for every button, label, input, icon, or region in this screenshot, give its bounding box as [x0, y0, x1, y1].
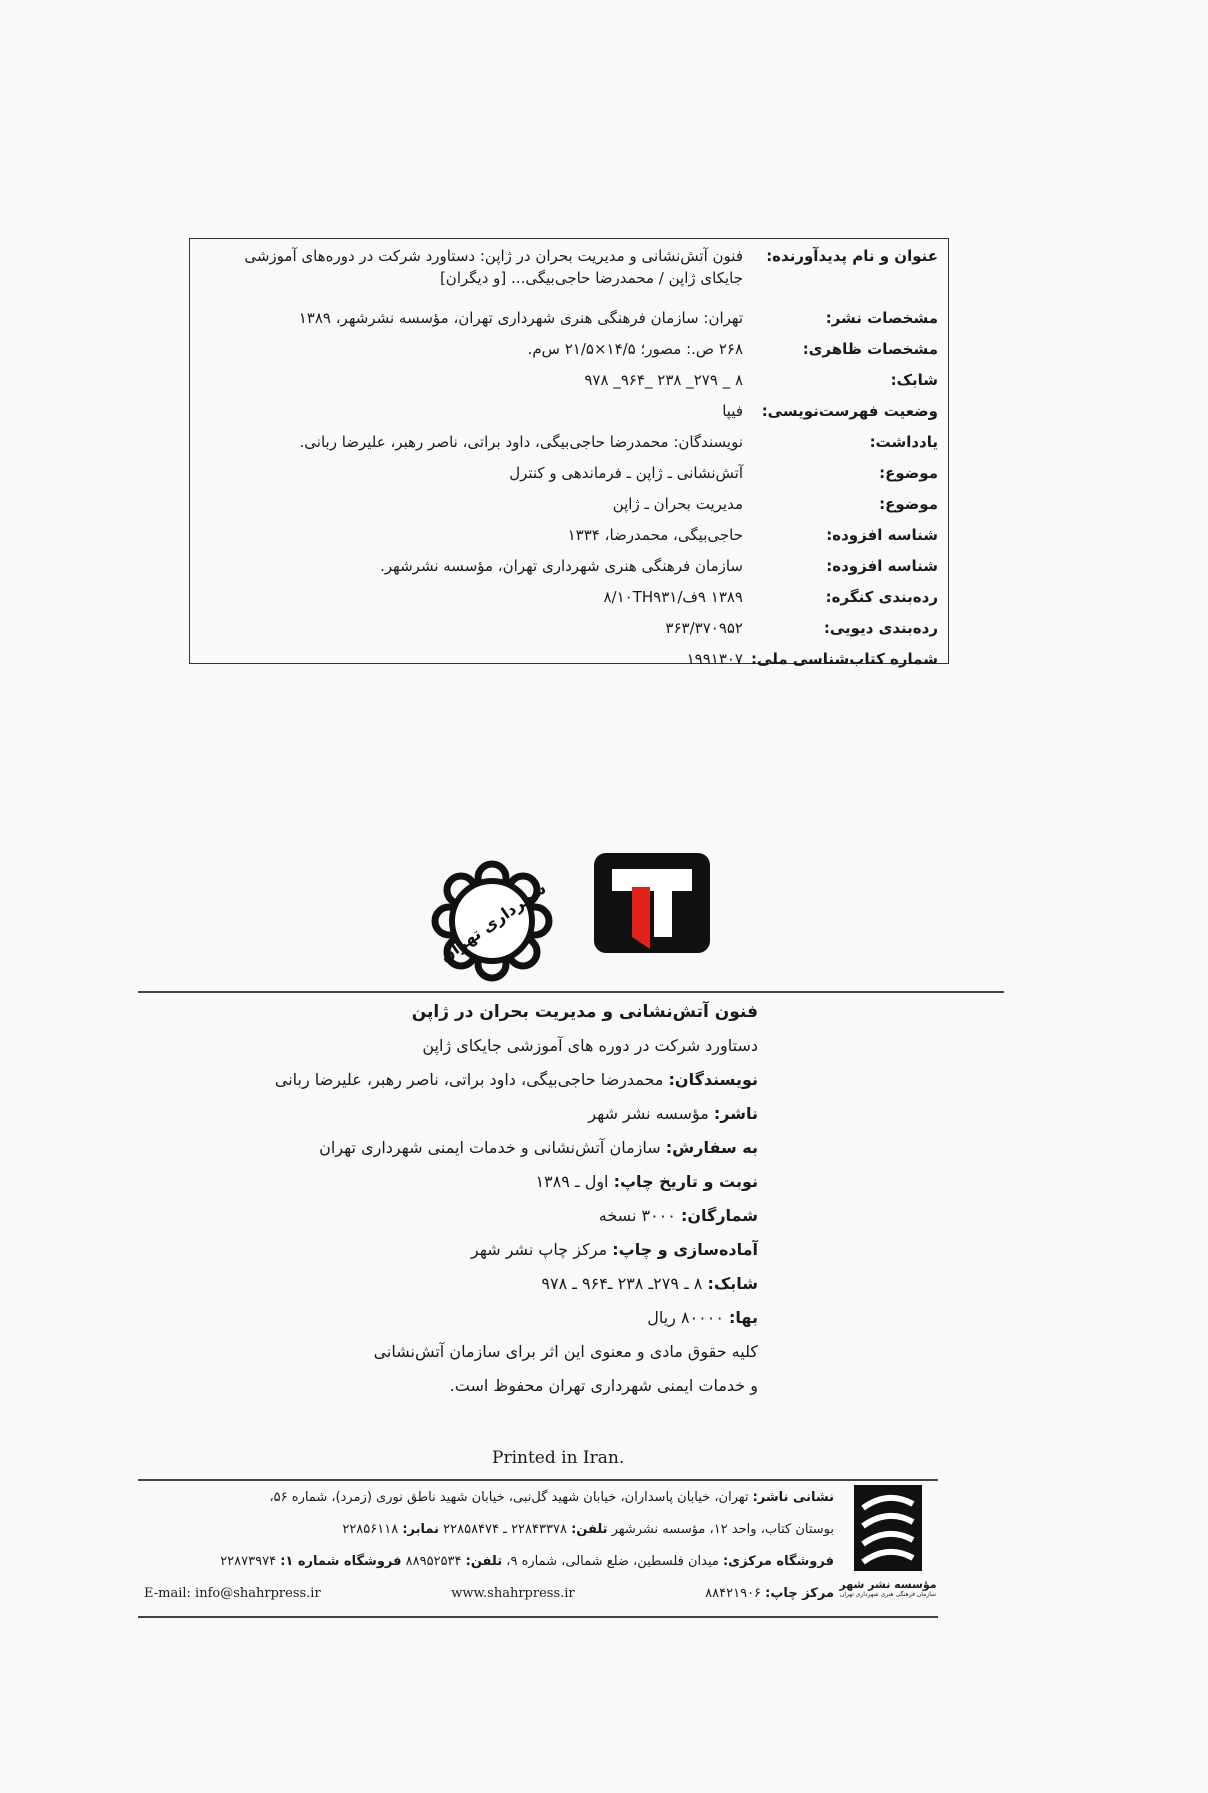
imprint-block	[275, 995, 758, 1403]
printed-in-iran: Printed in Iran.	[492, 1448, 625, 1468]
catalog-value: فنون آتش‌نشانی و مدیریت بحران در ژاپن: دستاورد شرکت در دوره‌های آموزشی جایکای ژاپن / محمدرضا حاجی‌بیگی... [و دیگران]	[244, 247, 743, 287]
publisher-logo-name: مؤسسه نشر شهر	[839, 1578, 937, 1591]
catalog-value: ۲۶۸ ص.: مصور؛ ۱۴/۵×۲۱/۵ س‌م.	[527, 340, 743, 358]
catalog-value: ۱۹۹۱۳۰۷	[686, 650, 743, 668]
store-line	[144, 1546, 834, 1578]
book-title: فنون آتش‌نشانی و مدیریت بحران در ژاپن	[411, 1002, 758, 1022]
phone-value: ۲۲۸۴۳۳۷۸ ـ ۲۲۸۵۸۴۷۴	[443, 1522, 567, 1537]
catalog-value: تهران: سازمان فرهنگی هنری شهرداری تهران، مؤسسه نشرشهر، ۱۳۸۹	[298, 309, 743, 327]
catalog-row	[204, 524, 938, 555]
catalog-value: ۳۶۳/۳۷۰۹۵۲	[665, 619, 743, 637]
email-link[interactable]: E-mail: info@shahrpress.ir	[144, 1586, 321, 1601]
edition-label: نوبت و تاریخ چاپ:	[613, 1172, 758, 1191]
book-subtitle: دستاورد شرکت در دوره های آموزشی جایکای ژاپن	[422, 1036, 758, 1055]
authors-label: نویسندگان:	[668, 1070, 758, 1089]
catalog-row	[204, 586, 938, 617]
catalog-label: شابک:	[890, 371, 938, 389]
catalog-row	[204, 493, 938, 524]
phone-label: تلفن:	[571, 1522, 608, 1537]
catalog-label: شماره کتاب‌شناسی ملی:	[751, 650, 938, 668]
catalog-value: آتش‌نشانی ـ ژاپن ـ فرماندهی و کنترل	[509, 464, 743, 482]
contact-line	[144, 1578, 834, 1610]
emblem-text: شهرداری تهران	[436, 878, 550, 966]
authors-line	[275, 1063, 758, 1097]
print-run-line	[275, 1199, 758, 1233]
print-center	[705, 1578, 834, 1610]
publisher-line	[275, 1097, 758, 1131]
authors-value: محمدرضا حاجی‌بیگی، داود براتی، ناصر رهبر، علیرضا ربانی	[274, 1070, 664, 1089]
rights-line-1: کلیه حقوق مادی و معنوی این اثر برای سازمان آتش‌نشانی	[373, 1342, 758, 1361]
catalog-label: رده‌بندی دیویی:	[823, 619, 938, 637]
catalog-value: ۸ _ ۲۷۹_ ۲۳۸ _۹۶۴_ ۹۷۸	[584, 371, 743, 389]
publisher-logo	[838, 1484, 938, 1610]
store1-label: فروشگاه شماره ۱:	[280, 1554, 402, 1569]
fax-label: نمابر:	[402, 1522, 439, 1537]
fire-department-logo-icon	[592, 851, 712, 955]
edition-value: اول ـ ۱۳۸۹	[535, 1172, 609, 1191]
publisher-contact-text	[144, 1482, 834, 1610]
edition-line	[275, 1165, 758, 1199]
publisher-value: مؤسسه نشر شهر	[588, 1104, 709, 1123]
store-phone: ۸۸۹۵۲۵۳۴	[405, 1554, 462, 1569]
catalog-label: شناسه افزوده:	[826, 526, 938, 544]
printing-label: آماده‌سازی و چاپ:	[612, 1240, 758, 1259]
catalog-row	[204, 617, 938, 648]
price-line	[275, 1301, 758, 1335]
store-label: فروشگاه مرکزی:	[722, 1554, 834, 1569]
catalog-row	[204, 462, 938, 493]
catalog-label: وضعیت فهرست‌نویسی:	[761, 402, 938, 420]
catalog-label: مشخصات ظاهری:	[802, 340, 938, 358]
isbn-label: شابک:	[707, 1274, 758, 1293]
commission-line	[275, 1131, 758, 1165]
rights-line-2: و خدمات ایمنی شهرداری تهران محفوظ است.	[449, 1376, 758, 1395]
catalog-row	[204, 431, 938, 462]
catalog-row	[204, 245, 938, 307]
address-line-1	[144, 1482, 834, 1514]
catalog-row	[204, 400, 938, 431]
address-label: نشانی ناشر:	[752, 1490, 834, 1505]
catalog-value: سازمان فرهنگی هنری شهرداری تهران، مؤسسه نشرشهر.	[380, 557, 743, 575]
publisher-logo-icon	[853, 1484, 923, 1572]
catalog-row	[204, 648, 938, 679]
print-run-value: ۳۰۰۰ نسخه	[598, 1206, 676, 1225]
print-center-phone: ۸۸۴۲۱۹۰۶	[705, 1586, 762, 1601]
printing-line	[275, 1233, 758, 1267]
catalog-row	[204, 555, 938, 586]
store-address: میدان فلسطین، ضلع شمالی، شماره ۹،	[506, 1554, 719, 1569]
catalog-label: موضوع:	[879, 495, 938, 513]
publisher-footer	[138, 1480, 938, 1614]
commission-value: سازمان آتش‌نشانی و خدمات ایمنی شهرداری تهران	[319, 1138, 661, 1157]
publisher-label: ناشر:	[713, 1104, 758, 1123]
catalog-row	[204, 369, 938, 400]
printing-value: مرکز چاپ نشر شهر	[471, 1240, 608, 1259]
website-link[interactable]: www.shahrpress.ir	[451, 1586, 575, 1601]
isbn-line	[275, 1267, 758, 1301]
store-phone-label: تلفن:	[465, 1554, 503, 1569]
cataloging-box	[189, 238, 949, 668]
catalog-label: موضوع:	[879, 464, 938, 482]
isbn-value: ۸ ـ ۲۷۹ـ ۲۳۸ ـ۹۶۴ ـ ۹۷۸	[541, 1274, 703, 1293]
commission-label: به سفارش:	[665, 1138, 758, 1157]
catalog-label: عنوان و نام پدیدآورنده:	[766, 247, 938, 265]
divider-top	[138, 991, 1004, 993]
catalog-value: مدیریت بحران ـ ژاپن	[612, 495, 743, 513]
publisher-logo-sub: سازمان فرهنگی هنری شهرداری تهران	[839, 1591, 937, 1598]
address-value-1: تهران، خیابان پاسداران، خیابان شهید گل‌نبی، خیابان شهید ناطق نوری (زمرد)، شماره ۵۶،	[269, 1490, 749, 1505]
fax-value: ۲۲۸۵۶۱۱۸	[342, 1522, 399, 1537]
divider-footer-bottom	[138, 1616, 938, 1618]
catalog-value: ۱۳۸۹ ۹ف/۸/۱۰TH۹۳۱	[603, 588, 743, 606]
catalog-label: مشخصات نشر:	[825, 309, 938, 327]
catalog-label: یادداشت:	[869, 433, 938, 451]
catalog-value: فیپا	[722, 402, 743, 420]
catalog-label: رده‌بندی کنگره:	[825, 588, 938, 606]
price-value: ۸۰۰۰۰ ریال	[647, 1308, 724, 1327]
address-value-2: بوستان کتاب، واحد ۱۲، مؤسسه نشرشهر	[611, 1522, 834, 1537]
address-line-2	[144, 1514, 834, 1546]
catalog-row	[204, 338, 938, 369]
catalog-row	[204, 307, 938, 338]
store1-phone: ۲۲۸۷۳۹۷۴	[220, 1554, 277, 1569]
price-label: بها:	[729, 1308, 758, 1327]
catalog-value: نویسندگان: محمدرضا حاجی‌بیگی، داود براتی، ناصر رهبر، علیرضا ربانی.	[299, 433, 743, 451]
catalog-value: حاجی‌بیگی، محمدرضا، ۱۳۳۴	[567, 526, 743, 544]
print-center-label: مرکز چاپ:	[765, 1586, 834, 1601]
catalog-label: شناسه افزوده:	[826, 557, 938, 575]
tehran-municipality-emblem-icon	[427, 856, 557, 986]
print-run-label: شمارگان:	[680, 1206, 758, 1225]
